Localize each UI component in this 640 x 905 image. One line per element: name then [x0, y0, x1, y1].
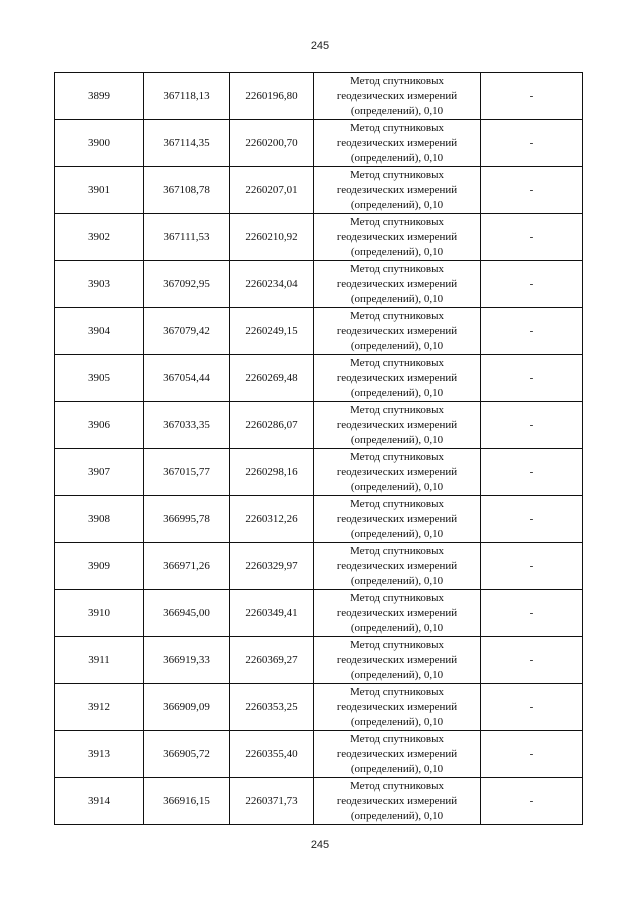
method-line: Метод спутниковых — [350, 544, 444, 557]
table-row — [55, 308, 583, 355]
method-line: (определений), 0,10 — [350, 151, 444, 164]
method-line: Метод спутниковых — [350, 168, 444, 181]
method-line: Метод спутниковых — [350, 591, 444, 604]
point-number-cell: 3914 — [55, 778, 144, 825]
method-line: Метод спутниковых — [350, 356, 444, 369]
table-row — [55, 449, 583, 496]
note-cell: - — [481, 73, 583, 120]
table-row — [55, 214, 583, 261]
note-cell: - — [481, 214, 583, 261]
table-row — [55, 120, 583, 167]
method-line: Метод спутниковых — [350, 121, 444, 134]
point-number-cell: 3906 — [55, 402, 144, 449]
x-coordinate-cell: 367111,53 — [144, 214, 230, 261]
table-row — [55, 543, 583, 590]
method-cell — [314, 543, 481, 590]
note-cell: - — [481, 308, 583, 355]
y-coordinate-cell: 2260298,16 — [230, 449, 314, 496]
note-cell: - — [481, 449, 583, 496]
method-line: (определений), 0,10 — [350, 433, 444, 446]
note-cell: - — [481, 590, 583, 637]
x-coordinate-cell: 367092,95 — [144, 261, 230, 308]
method-line: (определений), 0,10 — [350, 527, 444, 540]
method-line: геодезических измерений — [336, 277, 458, 290]
method-line: Метод спутниковых — [350, 450, 444, 463]
method-cell — [314, 214, 481, 261]
y-coordinate-cell: 2260355,40 — [230, 731, 314, 778]
x-coordinate-cell: 366909,09 — [144, 684, 230, 731]
method-line: Метод спутниковых — [350, 779, 444, 792]
coordinates-table — [54, 72, 583, 825]
x-coordinate-cell: 367114,35 — [144, 120, 230, 167]
note-cell: - — [481, 355, 583, 402]
note-cell: - — [481, 496, 583, 543]
page-number-top: 245 — [310, 40, 330, 52]
method-line: геодезических измерений — [336, 747, 458, 760]
x-coordinate-cell: 367118,13 — [144, 73, 230, 120]
method-line: Метод спутниковых — [350, 262, 444, 275]
point-number-cell: 3900 — [55, 120, 144, 167]
table-row — [55, 637, 583, 684]
method-line: геодезических измерений — [336, 465, 458, 478]
method-line: геодезических измерений — [336, 559, 458, 572]
y-coordinate-cell: 2260200,70 — [230, 120, 314, 167]
table-row — [55, 496, 583, 543]
method-line: геодезических измерений — [336, 324, 458, 337]
method-cell — [314, 308, 481, 355]
y-coordinate-cell: 2260286,07 — [230, 402, 314, 449]
method-cell — [314, 496, 481, 543]
method-line: (определений), 0,10 — [350, 245, 444, 258]
table-row — [55, 73, 583, 120]
method-line: (определений), 0,10 — [350, 198, 444, 211]
y-coordinate-cell: 2260196,80 — [230, 73, 314, 120]
point-number-cell: 3903 — [55, 261, 144, 308]
table-row — [55, 778, 583, 825]
y-coordinate-cell: 2260371,73 — [230, 778, 314, 825]
point-number-cell: 3910 — [55, 590, 144, 637]
note-cell: - — [481, 543, 583, 590]
note-cell: - — [481, 731, 583, 778]
note-cell: - — [481, 637, 583, 684]
method-cell — [314, 167, 481, 214]
y-coordinate-cell: 2260349,41 — [230, 590, 314, 637]
y-coordinate-cell: 2260353,25 — [230, 684, 314, 731]
note-cell: - — [481, 167, 583, 214]
note-cell: - — [481, 402, 583, 449]
method-line: (определений), 0,10 — [350, 339, 444, 352]
method-cell — [314, 731, 481, 778]
method-line: Метод спутниковых — [350, 215, 444, 228]
method-line: Метод спутниковых — [350, 732, 444, 745]
page-number-bottom: 245 — [310, 839, 330, 851]
y-coordinate-cell: 2260369,27 — [230, 637, 314, 684]
note-cell: - — [481, 261, 583, 308]
method-cell — [314, 355, 481, 402]
x-coordinate-cell: 366945,00 — [144, 590, 230, 637]
method-cell — [314, 449, 481, 496]
point-number-cell: 3912 — [55, 684, 144, 731]
method-line: Метод спутниковых — [350, 497, 444, 510]
point-number-cell: 3902 — [55, 214, 144, 261]
method-line: (определений), 0,10 — [350, 574, 444, 587]
x-coordinate-cell: 366995,78 — [144, 496, 230, 543]
point-number-cell: 3911 — [55, 637, 144, 684]
y-coordinate-cell: 2260249,15 — [230, 308, 314, 355]
method-line: Метод спутниковых — [350, 685, 444, 698]
y-coordinate-cell: 2260207,01 — [230, 167, 314, 214]
method-line: геодезических измерений — [336, 371, 458, 384]
method-line: геодезических измерений — [336, 794, 458, 807]
x-coordinate-cell: 366919,33 — [144, 637, 230, 684]
x-coordinate-cell: 367015,77 — [144, 449, 230, 496]
method-cell — [314, 778, 481, 825]
point-number-cell: 3904 — [55, 308, 144, 355]
method-cell — [314, 73, 481, 120]
method-cell — [314, 261, 481, 308]
method-cell — [314, 402, 481, 449]
point-number-cell: 3908 — [55, 496, 144, 543]
note-cell: - — [481, 684, 583, 731]
x-coordinate-cell: 367079,42 — [144, 308, 230, 355]
x-coordinate-cell: 367108,78 — [144, 167, 230, 214]
y-coordinate-cell: 2260329,97 — [230, 543, 314, 590]
method-line: геодезических измерений — [336, 230, 458, 243]
method-line: Метод спутниковых — [350, 74, 444, 87]
y-coordinate-cell: 2260312,26 — [230, 496, 314, 543]
note-cell: - — [481, 778, 583, 825]
table-row — [55, 402, 583, 449]
table-row — [55, 167, 583, 214]
method-line: (определений), 0,10 — [350, 104, 444, 117]
point-number-cell: 3901 — [55, 167, 144, 214]
method-line: (определений), 0,10 — [350, 668, 444, 681]
x-coordinate-cell: 367054,44 — [144, 355, 230, 402]
method-line: геодезических измерений — [336, 653, 458, 666]
method-line: Метод спутниковых — [350, 403, 444, 416]
method-cell — [314, 637, 481, 684]
method-cell — [314, 120, 481, 167]
x-coordinate-cell: 367033,35 — [144, 402, 230, 449]
y-coordinate-cell: 2260210,92 — [230, 214, 314, 261]
x-coordinate-cell: 366916,15 — [144, 778, 230, 825]
method-line: геодезических измерений — [336, 136, 458, 149]
method-line: геодезических измерений — [336, 512, 458, 525]
point-number-cell: 3913 — [55, 731, 144, 778]
method-line: геодезических измерений — [336, 89, 458, 102]
table-row — [55, 355, 583, 402]
method-line: Метод спутниковых — [350, 638, 444, 651]
method-line: (определений), 0,10 — [350, 809, 444, 822]
method-line: (определений), 0,10 — [350, 762, 444, 775]
table-body — [55, 73, 583, 825]
method-cell — [314, 590, 481, 637]
table-row — [55, 731, 583, 778]
method-line: (определений), 0,10 — [350, 621, 444, 634]
method-line: (определений), 0,10 — [350, 386, 444, 399]
y-coordinate-cell: 2260269,48 — [230, 355, 314, 402]
note-cell: - — [481, 120, 583, 167]
method-cell — [314, 684, 481, 731]
point-number-cell: 3907 — [55, 449, 144, 496]
method-line: (определений), 0,10 — [350, 480, 444, 493]
x-coordinate-cell: 366905,72 — [144, 731, 230, 778]
method-line: (определений), 0,10 — [350, 715, 444, 728]
point-number-cell: 3909 — [55, 543, 144, 590]
table-row — [55, 684, 583, 731]
y-coordinate-cell: 2260234,04 — [230, 261, 314, 308]
method-line: Метод спутниковых — [350, 309, 444, 322]
table-row — [55, 590, 583, 637]
point-number-cell: 3905 — [55, 355, 144, 402]
method-line: геодезических измерений — [336, 183, 458, 196]
point-number-cell: 3899 — [55, 73, 144, 120]
x-coordinate-cell: 366971,26 — [144, 543, 230, 590]
method-line: геодезических измерений — [336, 606, 458, 619]
method-line: геодезических измерений — [336, 700, 458, 713]
method-line: (определений), 0,10 — [350, 292, 444, 305]
method-line: геодезических измерений — [336, 418, 458, 431]
table-row — [55, 261, 583, 308]
